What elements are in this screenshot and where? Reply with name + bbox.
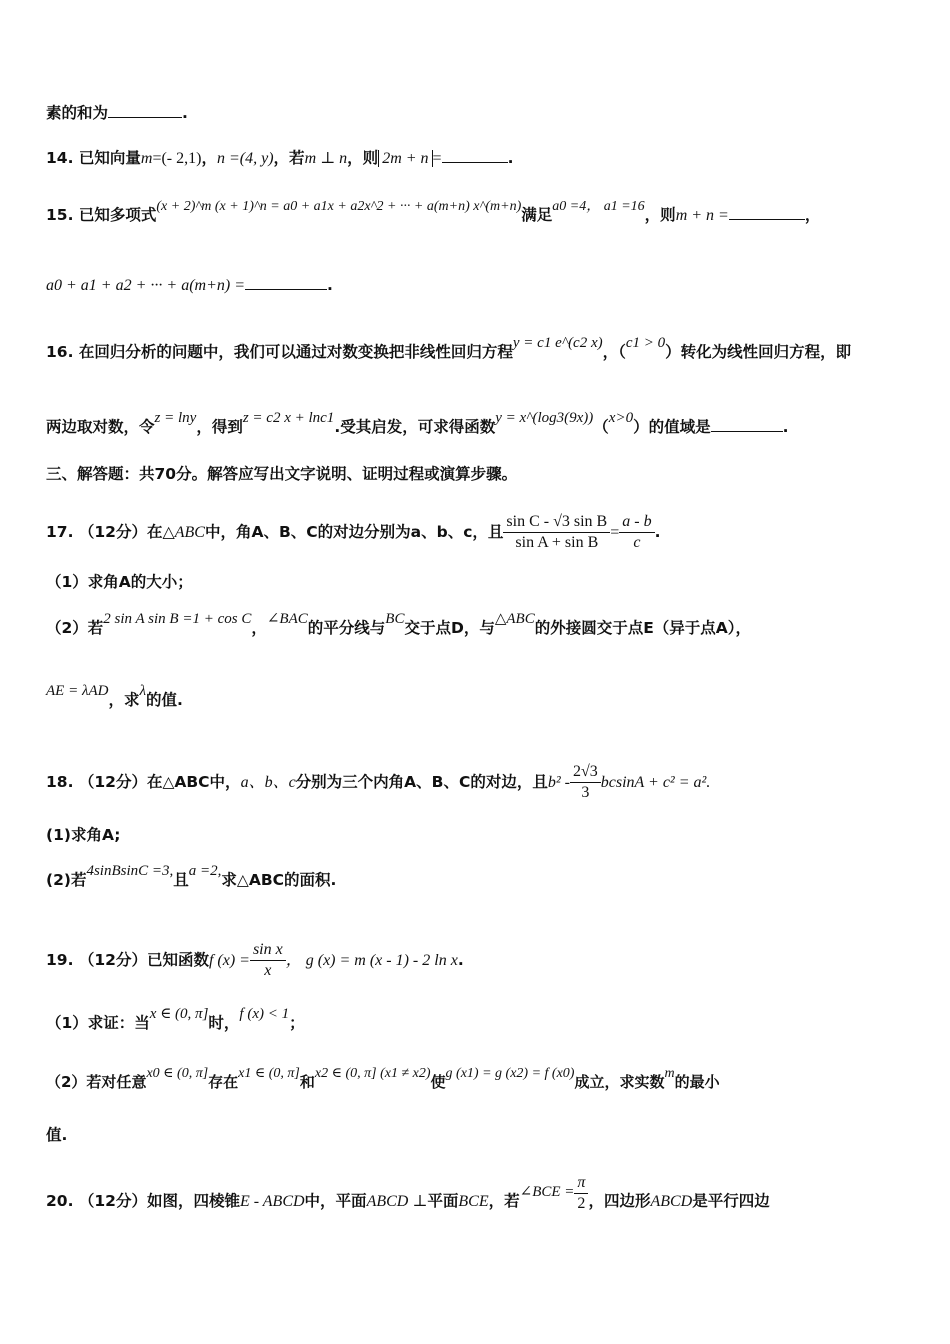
q20-text6: 是平行四边 (692, 1192, 770, 1210)
q17-p2-triangle: △ABC (494, 611, 535, 627)
q14-number: 14. (46, 149, 74, 167)
q16-condition: c1 > 0 (625, 335, 666, 351)
q16-line-2 (46, 410, 910, 438)
q15-sum-expr: a0 + a1 + a2 + ··· + a(m+n) = (46, 277, 245, 294)
q15-line (46, 199, 910, 227)
q17-p2-text5: ，求 (108, 691, 140, 709)
q18-p2-text: (2)若 (46, 871, 87, 889)
q15-answer-blank-2 (245, 289, 327, 290)
q19-f-fraction (250, 940, 286, 981)
q17-p2-text3: 交于点D，与 (404, 619, 495, 637)
q16-text7: （ (593, 418, 609, 436)
q14-n-expr: n =(4, y) (216, 150, 274, 167)
q17-p2-sep: ， (251, 619, 267, 637)
q18-text2: 分别为三个内角A、B、C的对边，且 (295, 773, 548, 791)
q19-p2-text: （2）若对任意 (46, 1073, 147, 1091)
q20-solid: E - ABCD (239, 1193, 305, 1210)
q17-part2 (46, 611, 910, 639)
q17-p2-text2: 的平分线与 (307, 619, 386, 637)
q18-p2-cond2: a =2, (188, 863, 222, 879)
q15-end: . (327, 276, 333, 294)
q15-polynomial: (x + 2)^m (x + 1)^n = a0 + a1x + a2x^2 + ··· + a(m+n) x^(m+n) (156, 199, 522, 214)
q20-angle-num: π (574, 1173, 588, 1194)
q19-p2-equation: g (x1) = g (x2) = f (x0) (445, 1066, 575, 1081)
q14-eq: = (432, 150, 442, 167)
q17-score: （12分）在 (78, 523, 163, 541)
q20-text2: 中，平面 (304, 1192, 367, 1210)
q17-p2-text: （2）若 (46, 619, 104, 637)
section-3-heading: 三、解答题：共70分。解答应写出文字说明、证明过程或演算步骤。 (46, 465, 518, 483)
q18-p2-cond1: 4sinBsinC =3, (86, 863, 174, 879)
q18-eq-a: b² - (547, 774, 570, 791)
q19-p1-text: （1）求证：当 (46, 1014, 150, 1032)
q16-text5: ，得到 (196, 418, 243, 436)
q15-text3: ，则 (644, 206, 676, 224)
q18-p2-text2: 且 (173, 871, 189, 889)
q19-p2-text4: 使 (430, 1073, 446, 1091)
q19-p2-m: m (664, 1066, 675, 1081)
q17-text: 中，角A、B、C的对边分别为a、b、c，且 (204, 523, 504, 541)
q18-frac-num: 2√3 (570, 762, 601, 783)
q20-relation: ABCD ⊥ (366, 1193, 428, 1210)
q18-part1: (1)求角A; (46, 826, 121, 844)
q16-equation: y = c1 e^(c2 x) (512, 335, 603, 351)
q20-angle-fraction (574, 1173, 588, 1214)
q16-text: 在回归分析的问题中，我们可以通过对数变换把非线性回归方程 (78, 343, 513, 361)
q20-quadrilateral: ABCD (650, 1193, 693, 1210)
q17-fraction-2 (619, 512, 654, 553)
q17-p2-condition: 2 sin A sin B =1 + cos C (103, 611, 252, 627)
q18-number: 18. (46, 773, 74, 791)
q20-text: （12分）如图，四棱锥 (78, 1192, 240, 1210)
q19-number: 19. (46, 951, 74, 969)
q18-eq-b: bcsinA + c² = a². (600, 774, 711, 791)
q18-text: （12分）在△ABC中， (78, 773, 241, 791)
q15-expr: m + n = (675, 207, 729, 224)
q16-answer-blank (711, 431, 783, 432)
q18-part2 (46, 863, 910, 891)
q17-frac1-den: sin A + sin B (515, 534, 599, 551)
q19-p2-text2: 存在 (208, 1073, 239, 1091)
q13-end: . (182, 104, 188, 122)
q19-part2-line2: 值. (46, 1126, 68, 1144)
q19-p2-x2: x2 ∈ (0, π] (x1 ≠ x2) (314, 1066, 431, 1081)
q17-part1: （1）求角A的大小； (46, 573, 193, 591)
q19-text: （12分）已知函数 (78, 951, 209, 969)
q20-number: 20. (46, 1192, 74, 1210)
q17-frac2-num: a - b (619, 512, 654, 533)
q16-function: y = x^(log3(9x)) (495, 410, 594, 426)
q16-result: z = c2 x + lnc1 (242, 410, 335, 426)
q20-text5: ，四边形 (588, 1192, 651, 1210)
q17-p2-angle: ∠BAC (266, 611, 308, 627)
q16-text2: ，（ (602, 343, 626, 361)
q17-frac1-num: sin C - √3 sin B (503, 512, 610, 533)
q20-plane: BCE (458, 1193, 489, 1210)
q20-line (46, 1174, 910, 1222)
q14-text3: ，则 (347, 149, 379, 167)
q17-end: . (654, 523, 661, 541)
q17-p2-bc: BC (385, 611, 405, 627)
q16-text3: ）转化为线性回归方程，即 (665, 343, 852, 361)
q14-text2: ，若 (273, 149, 305, 167)
q16-text8: ）的值域是 (633, 418, 711, 436)
q19-p1-inequality: f (x) < 1 (239, 1006, 290, 1022)
q20-text3: 平面 (427, 1192, 459, 1210)
q19-g-def: ， g (x) = m (x - 1) - 2 ln x (285, 952, 458, 969)
q19-part2 (46, 1066, 910, 1094)
q17-part2-line2 (46, 683, 910, 711)
q19-p2-text5: 成立，求实数 (574, 1073, 665, 1091)
q17-fraction-1 (503, 512, 610, 553)
q15-answer-blank-1 (729, 219, 805, 220)
q15-text: 已知多项式 (78, 206, 157, 224)
q17-line (46, 512, 910, 553)
q17-p2-text6: 的值. (145, 691, 183, 709)
q14-end: . (507, 149, 514, 167)
q17-eq: = (610, 524, 620, 541)
q19-part1 (46, 1006, 910, 1034)
q13-tail-text: 素的和为 (46, 104, 109, 122)
q14-vector-m: m (140, 150, 153, 167)
q13-tail-line (46, 103, 910, 123)
q16-text4: 两边取对数，令 (46, 418, 155, 436)
q14-sep: ， (201, 149, 217, 167)
q14-m-value: =(- 2,1) (152, 150, 202, 167)
q18-line (46, 762, 910, 803)
q19-p1-text2: 时， (208, 1014, 240, 1032)
q18-fraction (570, 762, 601, 803)
q18-frac-den: 3 (581, 784, 590, 801)
q14-text: 已知向量 (78, 149, 141, 167)
q15-comma: ， (804, 206, 821, 224)
q17-number: 17. (46, 523, 74, 541)
q19-p2-text6: 的最小 (674, 1073, 720, 1091)
q14-answer-blank (442, 162, 508, 163)
q15-number: 15. (46, 206, 74, 224)
q19-line (46, 940, 910, 981)
q20-angle-den: 2 (577, 1195, 586, 1212)
q16-substitution: z = lny (154, 410, 197, 426)
q15-line-2 (46, 275, 910, 296)
q19-p1-domain: x ∈ (0, π] (149, 1006, 209, 1022)
q17-p2-relation: AE = λAD (46, 683, 109, 699)
q19-p2-x1: x1 ∈ (0, π] (238, 1066, 300, 1081)
q19-f-den: x (264, 962, 272, 979)
q13-answer-blank (108, 117, 182, 118)
q19-p2-text3: 和 (299, 1073, 315, 1091)
q15-condition: a0 =4， a1 =16 (552, 199, 645, 214)
q20-text4: ，若 (488, 1192, 520, 1210)
q17-p2-lambda: λ (139, 683, 146, 699)
q16-end: . (782, 418, 789, 436)
q15-text2: 满足 (521, 206, 553, 224)
q19-p1-end: ； (289, 1014, 305, 1032)
q17-p2-text4: 的外接圆交于点E（异于点A）， (534, 619, 752, 637)
q19-end: . (457, 951, 464, 969)
q18-vars: a、b、c (240, 774, 296, 791)
q17-triangle: △ABC (162, 524, 205, 541)
q19-f-lhs: f (x) = (208, 952, 250, 969)
q14-abs-expr: 2m + n (378, 150, 432, 167)
q16-text6: .受其启发，可求得函数 (334, 418, 496, 436)
q16-line (46, 335, 910, 363)
q18-p2-text3: 求△ABC的面积. (221, 871, 337, 889)
q16-condition2: x>0 (608, 410, 634, 426)
q16-number: 16. (46, 343, 74, 361)
q19-f-num: sin x (250, 940, 286, 961)
q17-frac2-den: c (633, 534, 641, 551)
q14-line (46, 148, 910, 169)
q20-angle-lhs: ∠BCE = (519, 1184, 575, 1200)
q14-condition: m ⊥ n (304, 150, 348, 167)
q19-p2-x0: x0 ∈ (0, π] (146, 1066, 209, 1081)
